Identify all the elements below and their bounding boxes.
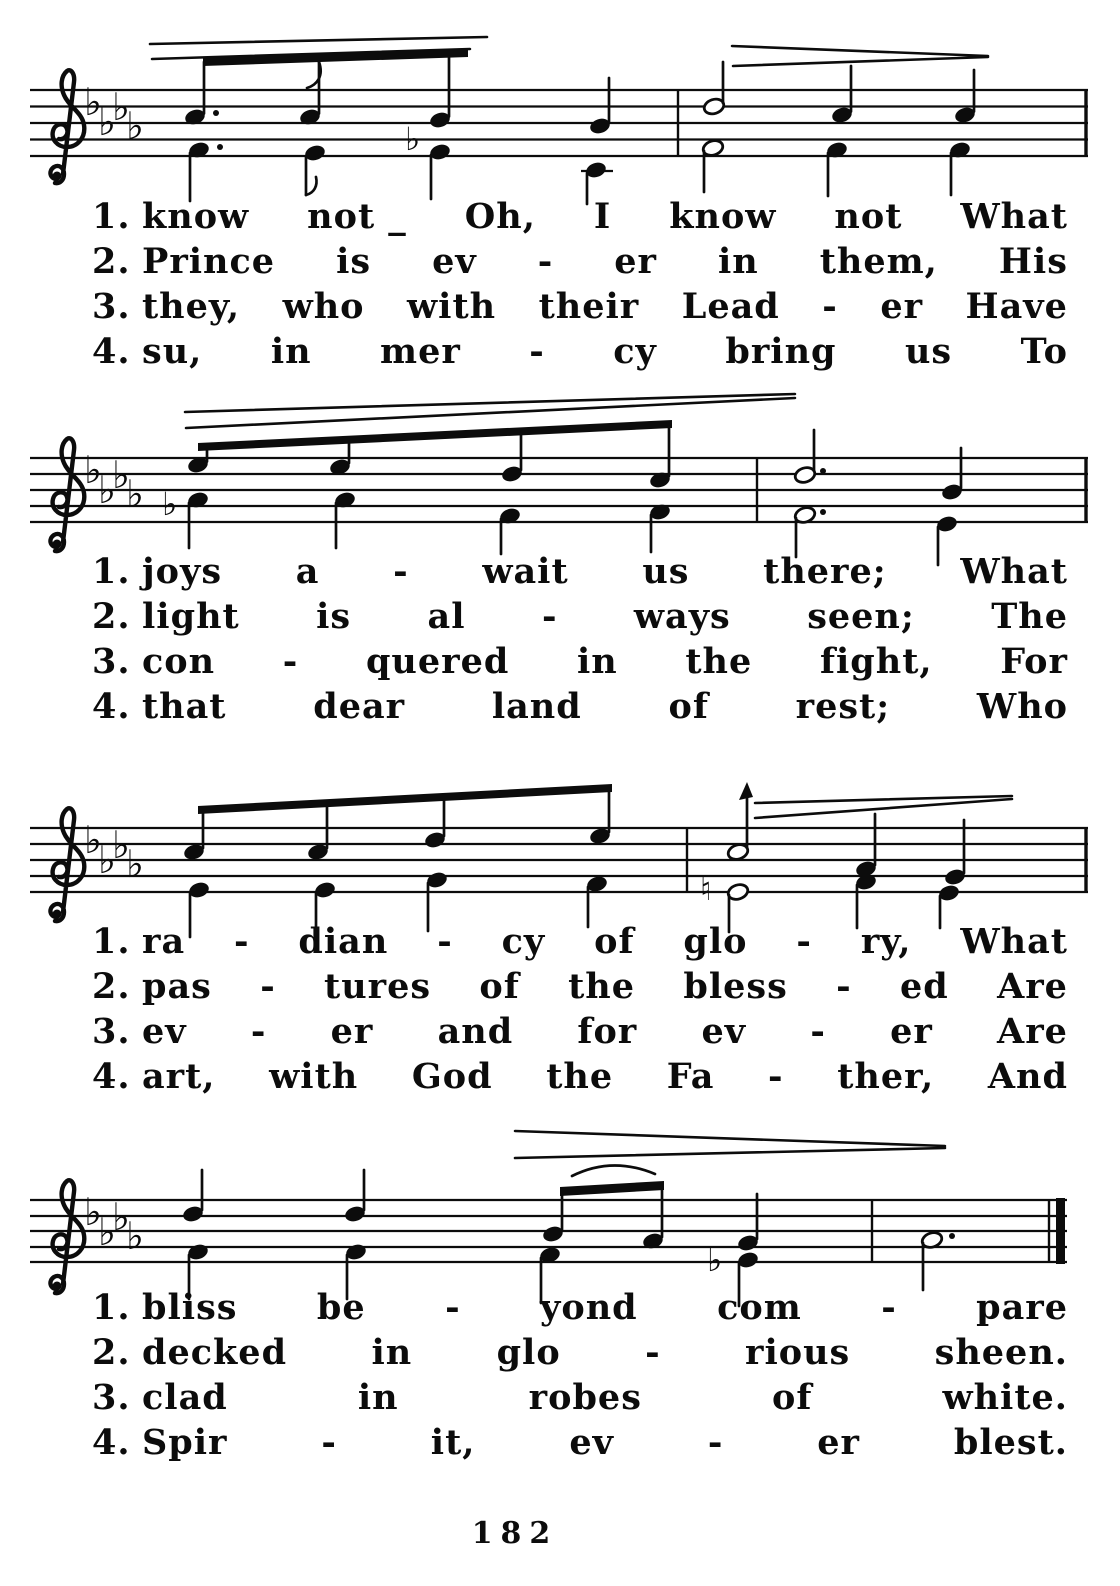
lyric-word: mer <box>380 331 461 372</box>
lyric-word: that <box>142 686 227 727</box>
lyric-word: clad <box>142 1377 228 1418</box>
lyric-word: pas <box>142 966 212 1007</box>
lyric-line <box>92 639 1068 684</box>
lyric-word: bliss <box>142 1287 238 1328</box>
lyric-word: of <box>479 966 520 1007</box>
lyric-word: land <box>491 686 582 727</box>
svg-text:♭: ♭ <box>84 818 102 862</box>
lyric-word: God <box>411 1056 493 1097</box>
svg-text:♭: ♭ <box>126 472 144 516</box>
lyric-word: ther, <box>837 1056 935 1097</box>
lyric-word: and <box>437 1011 514 1052</box>
lyric-word: tures <box>324 966 432 1007</box>
lyrics-system-2 <box>92 549 1068 729</box>
lyric-word: su, <box>142 331 203 372</box>
lyric-word: the <box>546 1056 614 1097</box>
lyric-words <box>142 194 1068 239</box>
flat-accidental-icon: ♭ <box>405 120 421 158</box>
lyric-word: And <box>987 1056 1068 1097</box>
lyric-word: ed <box>900 966 949 1007</box>
lyric-word: con <box>142 641 216 682</box>
lyric-word: is <box>316 596 352 637</box>
lyric-word: For <box>1000 641 1068 682</box>
lyric-word: seen; <box>807 596 915 637</box>
lyric-word: ev <box>569 1422 614 1463</box>
lyric-word: - <box>836 966 852 1007</box>
lyric-word: er <box>880 286 924 327</box>
lyric-word: it, <box>430 1422 476 1463</box>
lyric-words <box>142 1054 1068 1099</box>
lyric-word: a <box>295 551 320 592</box>
lyric-word: - <box>393 551 409 592</box>
lyric-line <box>92 1054 1068 1099</box>
lyric-word: ry, <box>860 921 912 962</box>
lyric-word: dear <box>313 686 406 727</box>
natural-accidental-icon: ♮ <box>700 870 712 908</box>
treble-clef-icon <box>50 70 84 183</box>
lyric-word: the <box>685 641 753 682</box>
lyric-word: ev <box>701 1011 747 1052</box>
svg-text:♭: ♭ <box>112 85 130 129</box>
staff-lines <box>30 828 1088 892</box>
lyric-word: art, <box>142 1056 216 1097</box>
lyric-word: with <box>269 1056 359 1097</box>
lyric-word: I <box>593 196 612 237</box>
lyric-word: their <box>538 286 640 327</box>
lyric-word: - <box>881 1287 897 1328</box>
lyric-word: - <box>645 1332 661 1373</box>
lyric-word: bring <box>725 331 837 372</box>
treble-clef-icon <box>50 1180 84 1293</box>
final-thick-barline <box>1056 1198 1065 1264</box>
lyric-word: know <box>142 196 250 237</box>
lyric-word: dian <box>298 921 389 962</box>
lyric-word: Prince <box>142 241 276 282</box>
lyric-word: Are <box>997 966 1068 1007</box>
lyric-word: blest. <box>953 1422 1068 1463</box>
lyric-word: - <box>234 921 250 962</box>
lyric-word: - <box>537 241 554 282</box>
svg-text:♭: ♭ <box>84 1190 102 1234</box>
lyrics-system-4 <box>92 1285 1068 1465</box>
lyric-word: glo <box>683 921 748 962</box>
beam <box>198 784 612 814</box>
verse-number: 4. <box>92 686 131 727</box>
lyric-word: be <box>316 1287 366 1328</box>
lyric-word: light <box>142 596 240 637</box>
lyric-words <box>142 239 1068 284</box>
svg-text:♭: ♭ <box>112 1195 130 1239</box>
svg-text:♭: ♭ <box>126 842 144 886</box>
lyric-line <box>92 194 1068 239</box>
lyric-line <box>92 594 1068 639</box>
lyric-word: rest; <box>795 686 891 727</box>
lyric-word: who <box>282 286 365 327</box>
lyric-word: - <box>541 596 558 637</box>
lyric-word: pare <box>976 1287 1068 1328</box>
svg-text:♭: ♭ <box>126 104 144 148</box>
verse-number: 3. <box>92 641 131 682</box>
lyric-word: white. <box>942 1377 1068 1418</box>
svg-text:♭: ♭ <box>84 448 102 492</box>
svg-text:♭: ♭ <box>112 453 130 497</box>
lyric-word: us <box>642 551 690 592</box>
lyric-word: ev <box>432 241 477 282</box>
svg-text:♭: ♭ <box>98 468 116 512</box>
lyric-word: in <box>270 331 312 372</box>
verse-number: 2. <box>92 596 131 637</box>
svg-text:♭: ♭ <box>112 823 130 867</box>
lyric-word: joys <box>142 551 223 592</box>
lyric-word: fight, <box>819 641 933 682</box>
flat-accidental-icon: ♭ <box>162 485 178 523</box>
lyric-word: - <box>282 641 299 682</box>
hairpin-marks <box>515 1131 945 1158</box>
lyric-word: sheen. <box>934 1332 1068 1373</box>
lyric-words <box>142 329 1068 374</box>
lyric-word: bless <box>683 966 788 1007</box>
lyric-line <box>92 1285 1068 1330</box>
lyric-line <box>92 919 1068 964</box>
lyrics-system-1 <box>92 194 1068 374</box>
lyric-word: of <box>668 686 709 727</box>
lyric-word: in <box>371 1332 413 1373</box>
treble-clef-icon <box>50 808 84 921</box>
lyric-words <box>142 1420 1068 1465</box>
lyric-word: ways <box>633 596 731 637</box>
lyric-word: cy <box>501 921 546 962</box>
lyric-words <box>142 1285 1068 1330</box>
lyric-line <box>92 1330 1068 1375</box>
lyric-words <box>142 1009 1068 1054</box>
verse-number: 3. <box>92 286 131 327</box>
verse-number: 3. <box>92 1011 131 1052</box>
lyric-words <box>142 549 1068 594</box>
lyric-line <box>92 1420 1068 1465</box>
lyric-word: - <box>707 1422 724 1463</box>
hairpin-marks <box>185 394 795 428</box>
lyric-line <box>92 1009 1068 1054</box>
svg-text:♭: ♭ <box>84 80 102 124</box>
verse-number: 4. <box>92 1056 131 1097</box>
svg-text:♭: ♭ <box>98 100 116 144</box>
flat-accidental-icon: ♭ <box>707 1241 723 1279</box>
lyric-word: - <box>437 921 453 962</box>
lyric-word: know <box>669 196 777 237</box>
lyric-word: Fa <box>666 1056 715 1097</box>
lyric-word: What <box>960 551 1068 592</box>
svg-text:♭: ♭ <box>98 838 116 882</box>
lyric-word: er <box>614 241 657 282</box>
lyric-word: of <box>771 1377 813 1418</box>
verse-number: 2. <box>92 966 131 1007</box>
lyric-word: er <box>330 1011 374 1052</box>
lyric-words <box>142 964 1068 1009</box>
lyric-word: Have <box>965 286 1068 327</box>
hairpin-marks <box>755 796 1012 818</box>
lyric-word: not _ <box>307 196 407 237</box>
lyric-line <box>92 284 1068 329</box>
lyrics-system-3 <box>92 919 1068 1099</box>
lyric-word: us <box>904 331 953 372</box>
lyric-line <box>92 964 1068 1009</box>
lyric-words <box>142 639 1068 684</box>
lyric-line <box>92 329 1068 374</box>
lyric-word: er <box>890 1011 933 1052</box>
svg-text:♭: ♭ <box>126 1214 144 1258</box>
lyric-word: What <box>960 196 1068 237</box>
beam <box>560 1181 664 1196</box>
eighth-flag-icon <box>306 177 317 195</box>
lyric-line <box>92 239 1068 284</box>
lyric-word: al <box>427 596 466 637</box>
verse-number: 4. <box>92 1422 131 1463</box>
tie-slur <box>572 1165 655 1176</box>
lyric-words <box>142 684 1068 729</box>
accent-arrow-icon <box>739 782 753 800</box>
lyric-word: for <box>577 1011 638 1052</box>
lyric-word: - <box>445 1287 461 1328</box>
lyric-word: rious <box>745 1332 851 1373</box>
staff-system-1 <box>0 30 1120 220</box>
lyric-word: - <box>250 1011 267 1052</box>
lyric-word: there; <box>763 551 887 592</box>
lyric-word: the <box>568 966 636 1007</box>
lyric-word: robes <box>528 1377 642 1418</box>
verse-number: 1. <box>92 921 131 962</box>
lyric-word: Lead <box>681 286 780 327</box>
verse-number: 2. <box>92 241 131 282</box>
lyric-word: in <box>357 1377 399 1418</box>
lyric-words <box>142 919 1068 964</box>
lyric-word: in <box>576 641 618 682</box>
lyric-word: glo <box>496 1332 561 1373</box>
svg-text:♭: ♭ <box>98 1210 116 1254</box>
lyric-word: is <box>336 241 372 282</box>
verse-number: 1. <box>92 196 131 237</box>
lyric-words <box>142 1330 1068 1375</box>
lyric-line <box>92 1375 1068 1420</box>
lyric-word: To <box>1020 331 1068 372</box>
verse-number: 4. <box>92 331 131 372</box>
lyric-word: they, <box>142 286 241 327</box>
treble-clef-icon <box>50 438 84 551</box>
lyric-word: - <box>810 1011 826 1052</box>
verse-number: 1. <box>92 1287 131 1328</box>
lyric-word: quered <box>365 641 510 682</box>
lyric-word: The <box>991 596 1068 637</box>
lyric-word: er <box>817 1422 860 1463</box>
lyric-word: - <box>529 331 545 372</box>
page-number: 182 <box>471 1516 559 1551</box>
lyric-word: com <box>717 1287 802 1328</box>
verse-number: 3. <box>92 1377 131 1418</box>
lyric-word: wait <box>482 551 569 592</box>
staff-system-2 <box>0 385 1120 570</box>
notes <box>183 53 976 204</box>
lyric-word: His <box>998 241 1068 282</box>
lyric-word: in <box>717 241 759 282</box>
lyric-word: Are <box>997 1011 1068 1052</box>
lyric-word: of <box>594 921 635 962</box>
lyric-word: - <box>768 1056 784 1097</box>
lyric-words <box>142 1375 1068 1420</box>
lyric-word: yond <box>540 1287 638 1328</box>
lyric-words <box>142 284 1068 329</box>
lyric-word: with <box>407 286 497 327</box>
lyric-word: them, <box>819 241 938 282</box>
lyric-word: Oh, <box>464 196 536 237</box>
lyric-word: Who <box>976 686 1068 727</box>
lyric-word: cy <box>613 331 657 372</box>
lyric-line <box>92 684 1068 729</box>
lyric-word: - <box>796 921 812 962</box>
lyric-word: What <box>960 921 1068 962</box>
lyric-word: - <box>822 286 838 327</box>
lyric-word: - <box>260 966 276 1007</box>
verse-number: 2. <box>92 1332 131 1373</box>
verse-number: 1. <box>92 551 131 592</box>
lyric-words <box>142 594 1068 639</box>
staff-system-3 <box>0 760 1120 945</box>
lyric-line <box>92 549 1068 594</box>
lyric-word: Spir <box>142 1422 228 1463</box>
lyric-word: decked <box>142 1332 288 1373</box>
lyric-word: ev <box>142 1011 187 1052</box>
lyric-word: not <box>834 196 903 237</box>
lyric-word: - <box>321 1422 337 1463</box>
lyric-word: ra <box>142 921 186 962</box>
